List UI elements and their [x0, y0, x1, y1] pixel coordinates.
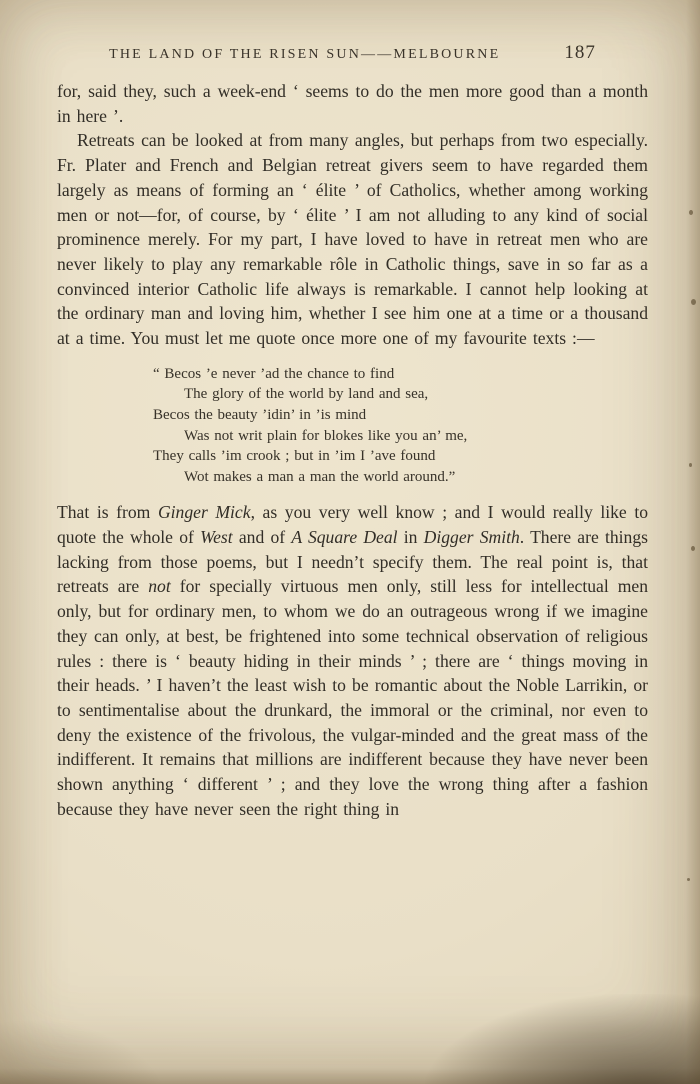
paper-speck — [689, 463, 692, 467]
text-run: for specially virtuous men only, still less for intellectual men only, but for ordinary men, to whom we do an outrageous wrong if we imagine they can only, at best, be frightened into some technical observation of religious rules : there is ‘ beauty hiding in their minds ’ ; there are ‘ things moving in their heads. ’ I haven’t the least wish to be romantic about the Noble Larrikin, or to sentimentalise about the drunkard, the immoral or the criminal, nor even to deny the existence of the frivolous, the vulgar-minded and the great mass of the indifferent. It remains that millions are indifferent because they have never been shown anything ‘ different ’ ; and they love the wrong thing after a fashion because they have never seen the right thing in — [57, 576, 648, 819]
paragraph-continuation: for, said they, such a week-end ‘ seems to do the men more good than a month in here ’. — [57, 81, 648, 126]
text-run-italic: not — [148, 576, 171, 597]
paper-speck — [691, 546, 695, 551]
text-run: in — [397, 527, 424, 547]
text-run: , as you very well know ; and I would really like to quote the whole of — [57, 502, 649, 547]
corner-stain — [425, 994, 700, 1084]
paper-speck — [689, 210, 693, 215]
text-run-italic: Ginger Mick — [157, 502, 251, 523]
poem-line: “ Becos ’e never ’ad the chance to find — [153, 365, 395, 382]
running-title: THE LAND OF THE RISEN SUN——MELBOURNE — [109, 47, 501, 62]
text-block — [57, 79, 648, 821]
paper-speck — [687, 878, 690, 881]
paragraph-retreats: Retreats can be looked at from many angles, but perhaps from two especially. Fr. Plater and French and Belgian retreat givers seem to have regarded them largely as means of forming an ‘ élite ’ of Catholics, whether among working men or not—for, of course, by ‘ élite ’ I am not alluding to any kind of social prominence merely. For my part, I have loved to have in retreat men who are never likely to play any remarkable rôle in Catholic things, save in so far as a convinced interior Catholic life always is remarkable. I cannot help looking at the ordinary man and loving him, whether I see him one at a time or a thousand at a time. You must let me quote once more one of my favourite texts :— — [57, 130, 648, 349]
paragraph-ginger-mick — [57, 500, 648, 821]
text-run: . There are things lacking from those poems, but I needn’t specify them. The real point is, that retreats are — [57, 527, 648, 597]
page-number: 187 — [564, 42, 596, 63]
corner-stain — [0, 1019, 170, 1084]
text-run: That is from — [57, 502, 158, 523]
poem-line: The glory of the world by land and sea, — [184, 386, 429, 403]
text-run: and of — [232, 527, 292, 547]
poem-line: Becos the beauty ’idin’ in ’is mind — [153, 406, 367, 423]
poem-quote — [153, 364, 648, 488]
text-run-italic: Digger Smith — [423, 527, 520, 547]
page-content — [57, 42, 648, 821]
text-run-italic: A Square Deal — [291, 527, 398, 547]
poem-line: Wot makes a man a man the world around.” — [184, 468, 456, 485]
paper-speck — [691, 299, 696, 305]
text-run-italic: West — [200, 527, 233, 547]
poem-line: Was not writ plain for blokes like you an’ me, — [184, 427, 468, 444]
poem-line: They calls ’im crook ; but in ’im I ’ave found — [153, 448, 436, 465]
page-header — [57, 42, 648, 64]
page-edge-shadow — [686, 0, 700, 1084]
